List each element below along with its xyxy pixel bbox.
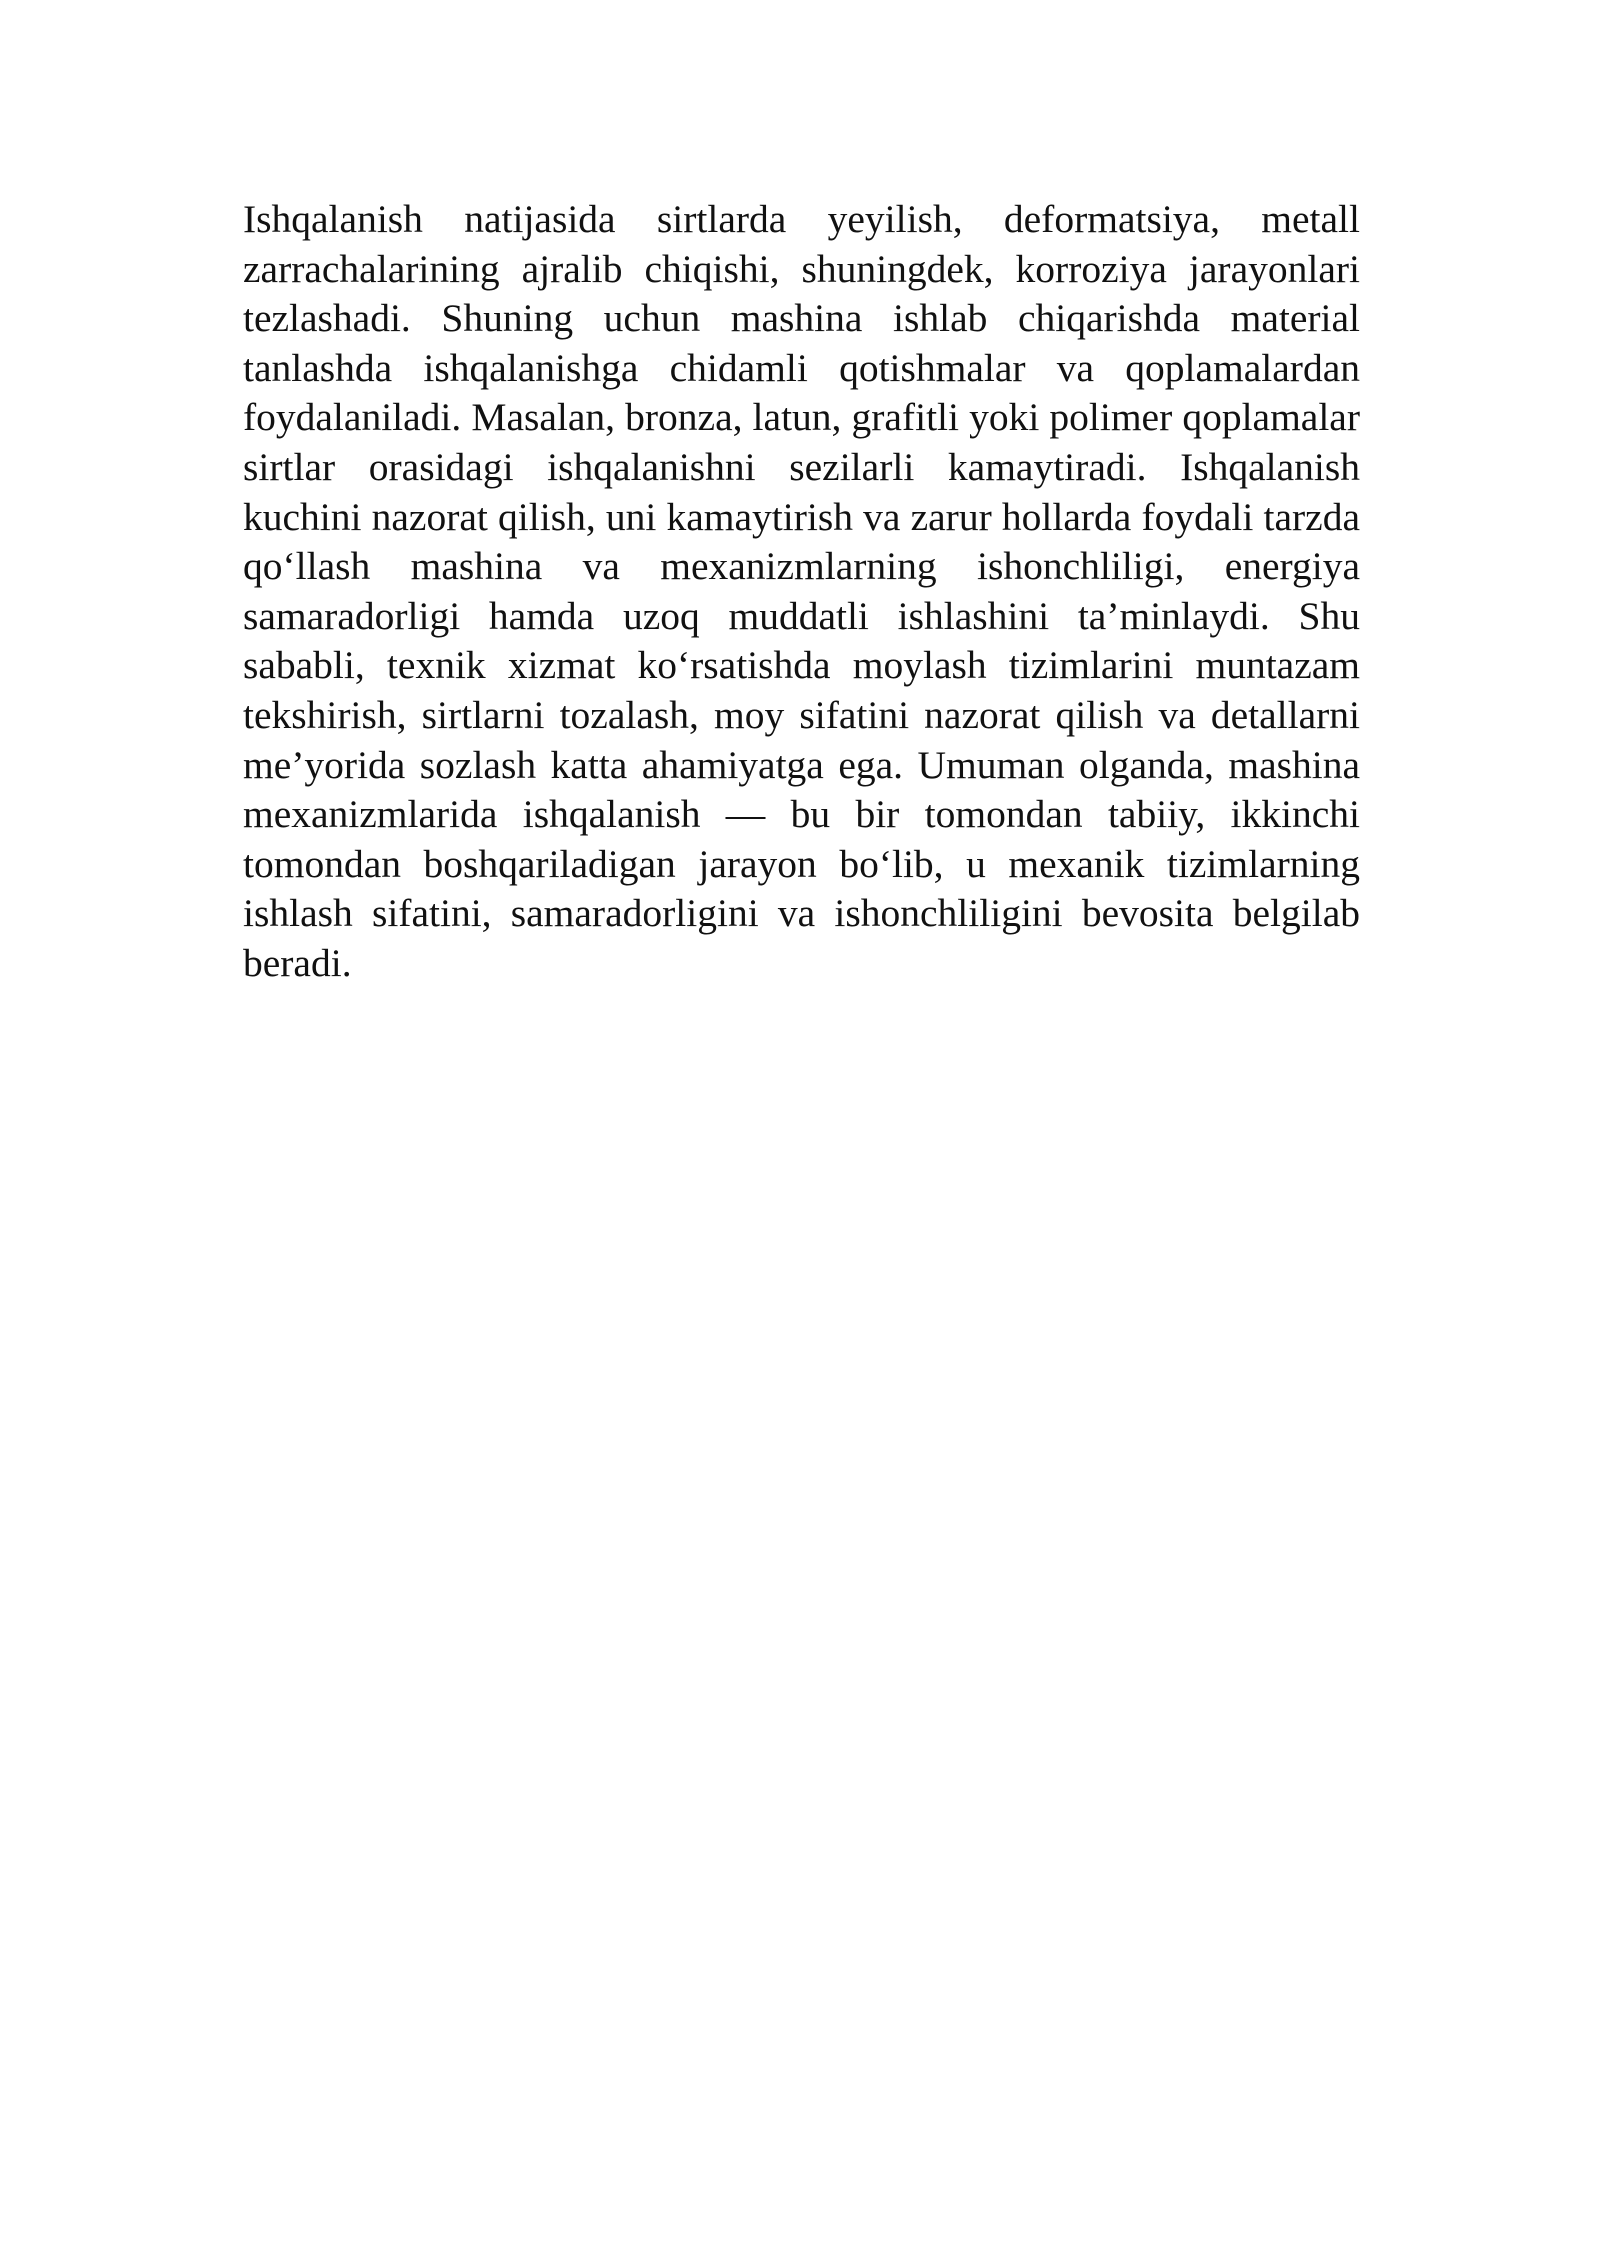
body-paragraph: Ishqalanish natijasida sirtlarda yeyilish, deformatsiya, metall zarrachalarining ajralib chiqishi, shuningdek, korroziya jarayonlari tezlashadi. Shuning uchun mashina ishlab chiqarishda material tanlashda ishqalanishga chidamli qotishmalar va qoplamalardan foydalaniladi. Masalan, bronza, latun, grafitli yoki polimer qoplamalar sirtlar orasidagi ishqalanishni sezilarli kamaytiradi. Ishqalanish kuchini nazorat qilish, uni kamaytirish va zarur hollarda foydali tarzda qo‘llash mashina va mexanizmlarning ishonchliligi, energiya samaradorligi hamda uzoq muddatli ishlashini ta’minlaydi. Shu sababli, texnik xizmat ko‘rsatishda moylash tizimlarini muntazam tekshirish, sirtlarni tozalash, moy sifatini nazorat qilish va detallarni me’yorida sozlash katta ahamiyatga ega. Umuman olganda, mashina mexanizmlarida ishqalanish — bu bir tomondan tabiiy, ikkinchi tomondan boshqariladigan jarayon bo‘lib, u mexanik tizimlarning ishlash sifatini, samaradorligini va ishonchliligini bevosita belgilab beradi. bbox=[243, 197, 1360, 985]
